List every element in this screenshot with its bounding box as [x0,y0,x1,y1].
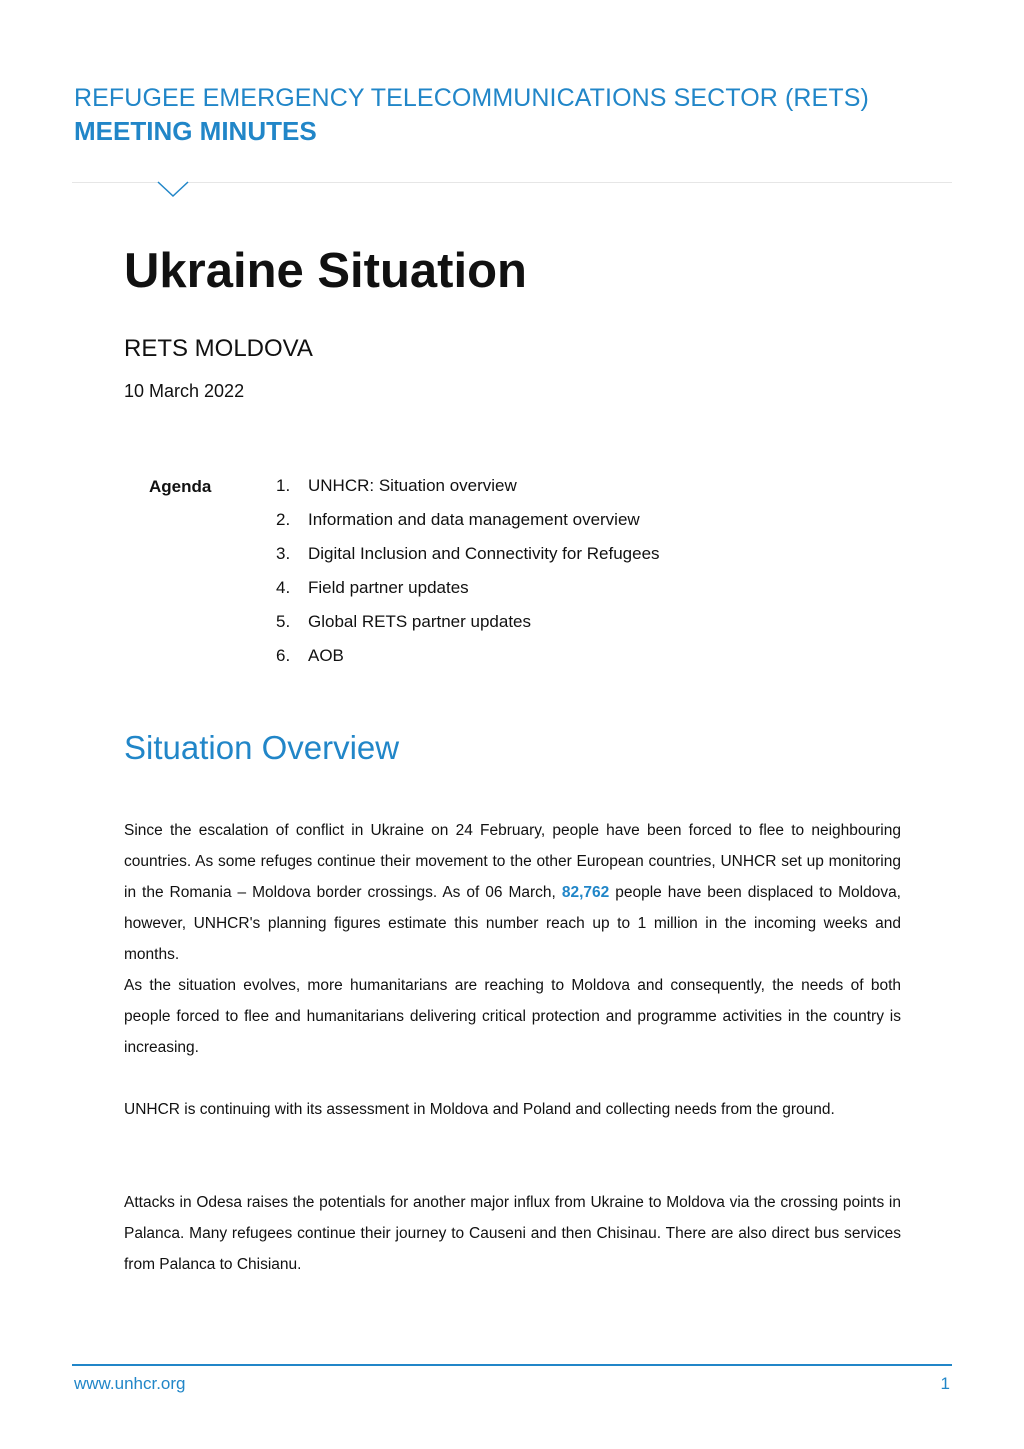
document-subtitle: RETS MOLDOVA [124,335,313,362]
footer-divider [72,1364,952,1366]
chevron-down-icon [156,180,190,200]
agenda-label: Agenda [149,477,212,496]
agenda-item [276,544,660,578]
agenda-item [276,578,660,612]
agenda-item [276,476,660,510]
page-number: 1 [940,1374,950,1393]
document-title: Ukraine Situation [124,244,527,298]
agenda-item-text: AOB [308,646,344,665]
document-date: 10 March 2022 [124,381,245,401]
paragraph-text-end: people have been displaced to Moldova, however, UNHCR's planning figures estimate this number reach up to 1 million in the incoming weeks and months. [124,884,901,963]
agenda-item-text: UNHCR: Situation overview [308,476,517,495]
paragraph-text [124,815,901,970]
footer-website-link[interactable]: www.unhcr.org [74,1374,186,1393]
agenda-item-text: Information and data management overview [308,510,640,529]
agenda-item-number: 2. [276,510,291,529]
paragraph-odesa [124,1187,901,1280]
agenda-list [276,476,660,680]
paragraph-text-start: Since the escalation of conflict in Ukraine on 24 February, people have been forced to flee to neighbouring countries. As some refuges continue their movement to the other European countries, UNHCR set up monitoring in the Romania – Moldova border crossings. As of 06 March, [124,822,901,901]
header-sector-title: REFUGEE EMERGENCY TELECOMMUNICATIONS SECTOR (RETS) [74,84,869,112]
section-heading: Situation Overview [124,729,400,766]
agenda-item [276,612,660,646]
agenda-item-text: Digital Inclusion and Connectivity for Refugees [308,544,660,563]
paragraph-text: As the situation evolves, more humanitarians are reaching to Moldova and consequently, the needs of both people forced to flee and humanitarians delivering critical protection and programme activities in the country is increasing. [124,977,901,1056]
agenda-item-text: Global RETS partner updates [308,612,532,631]
agenda-item-text: Field partner updates [308,578,469,597]
agenda-item-number: 4. [276,578,291,597]
agenda-item-number: 6. [276,646,291,665]
paragraph-assessment [124,1094,901,1125]
agenda-item-number: 3. [276,544,291,563]
displaced-count: 82,762 [561,884,610,901]
agenda-item [276,510,660,544]
header-divider [72,182,952,183]
paragraph-text: UNHCR is continuing with its assessment in Moldova and Poland and collecting needs from the ground. [124,1101,835,1118]
header-document-type: MEETING MINUTES [74,116,317,146]
agenda-item-number: 5. [276,612,291,631]
paragraph-needs [124,970,901,1063]
paragraph-text: Attacks in Odesa raises the potentials for another major influx from Ukraine to Moldova via the crossing points in Palanca. Many refugees continue their journey to Causeni and then Chisinau. There are also direct bus services from Palanca to Chisianu. [124,1194,901,1273]
agenda-item-number: 1. [276,476,291,495]
agenda-item [276,646,660,680]
paragraph-displacement [124,815,901,970]
